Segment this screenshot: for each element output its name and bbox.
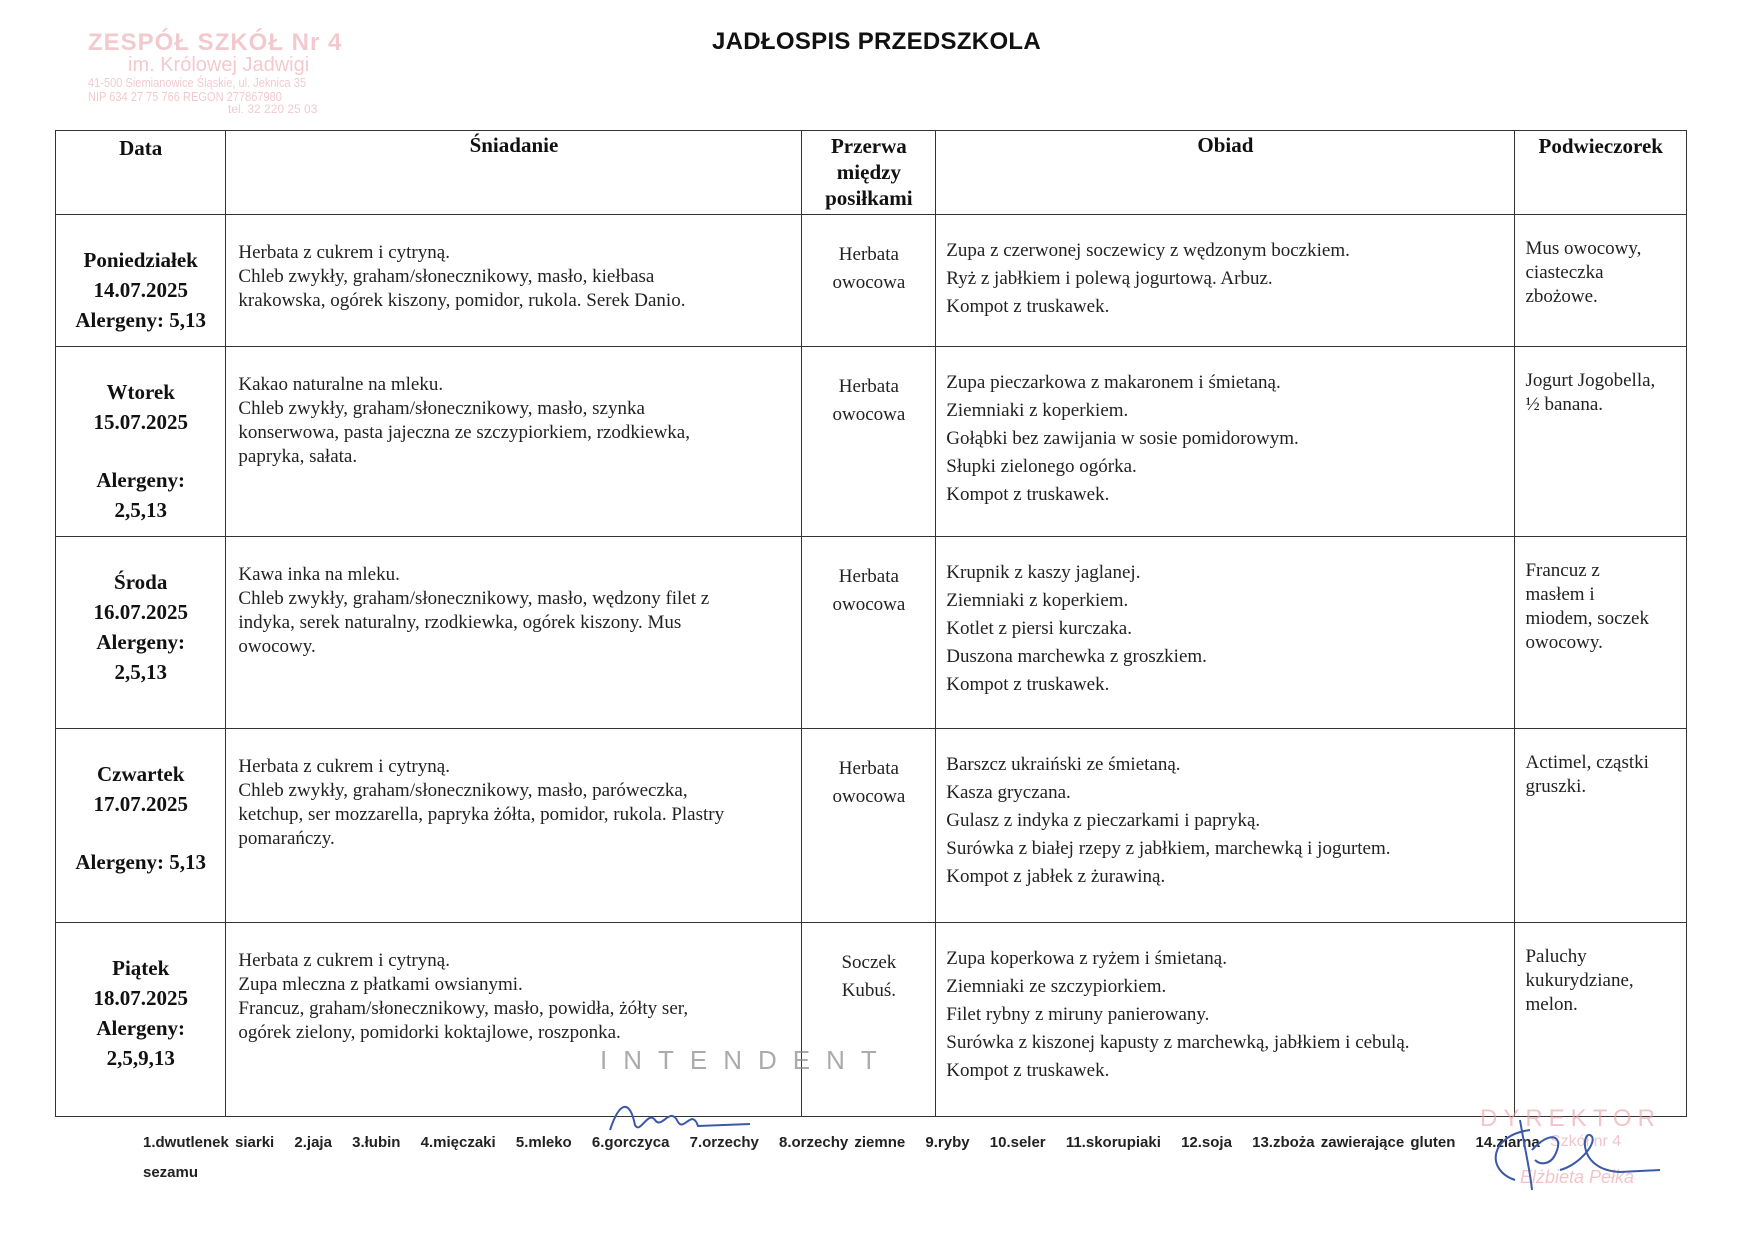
menu-line: gruszki. <box>1525 776 1587 797</box>
menu-line: Ziemniaki z koperkiem. <box>946 590 1129 611</box>
allergen-item: 3.łubin <box>352 1134 401 1151</box>
school-stamp-line: NIP 634 27 75 766 REGON 277867980 <box>88 88 282 104</box>
day-date: 14.07.2025 <box>93 278 188 302</box>
menu-line: Surówka z białej rzepy z jabłkiem, marchewką i jogurtem. <box>946 838 1391 859</box>
header-przerwa-line: posiłkami <box>825 186 913 210</box>
school-stamp-line: ZESPÓŁ SZKÓŁ Nr 4 <box>88 29 343 56</box>
menu-line: Actimel, cząstki <box>1525 752 1649 773</box>
menu-line: Zupa z czerwonej soczewicy z wędzonym boczkiem. <box>946 240 1350 261</box>
menu-line: Kubuś. <box>841 980 897 1001</box>
menu-line: Chleb zwykły, graham/słonecznikowy, masło, paróweczka, <box>238 780 688 801</box>
day-allergens: Alergeny: 5,13 <box>75 308 207 332</box>
menu-line: Herbata <box>838 244 899 265</box>
menu-line: Ryż z jabłkiem i polewą jogurtową. Arbuz. <box>946 268 1273 289</box>
day-allergens-values: 2,5,9,13 <box>106 1046 175 1070</box>
menu-line: Krupnik z kaszy jaglanej. <box>946 562 1141 583</box>
menu-line: Kompot z truskawek. <box>946 484 1110 505</box>
obiad-cell <box>936 537 1515 729</box>
day-date: 16.07.2025 <box>93 600 188 624</box>
podwieczorek-cell <box>1515 537 1687 729</box>
allergen-item-continuation: sezamu <box>143 1164 199 1181</box>
day-name: Czwartek <box>96 762 185 786</box>
day-allergens-label: Alergeny: <box>96 630 186 654</box>
day-date: 18.07.2025 <box>93 986 188 1010</box>
header-przerwa <box>802 131 936 215</box>
sniadanie-cell <box>226 347 802 537</box>
day-cell <box>56 923 226 1117</box>
przerwa-cell <box>802 347 936 537</box>
table-row <box>56 923 1687 1117</box>
obiad-cell <box>936 215 1515 347</box>
menu-line: Kompot z truskawek. <box>946 1060 1110 1081</box>
day-cell <box>56 729 226 923</box>
allergen-item: 4.mięczaki <box>420 1134 496 1151</box>
menu-line: Ziemniaki z koperkiem. <box>946 400 1129 421</box>
menu-line: Herbata z cukrem i cytryną. <box>238 756 450 777</box>
allergen-item: 7.orzechy <box>689 1134 759 1151</box>
day-cell <box>56 347 226 537</box>
menu-line: Herbata z cukrem i cytryną. <box>238 242 450 263</box>
allergen-item: 11.skorupiaki <box>1065 1134 1161 1151</box>
sniadanie-cell <box>226 215 802 347</box>
page-title: JADŁOSPIS PRZEDSZKOLA <box>712 28 1041 55</box>
sniadanie-cell <box>226 729 802 923</box>
podwieczorek-cell <box>1515 347 1687 537</box>
allergen-item: 6.gorczyca <box>591 1134 670 1151</box>
day-allergens: Alergeny: 5,13 <box>75 850 207 874</box>
menu-line: ciasteczka <box>1525 262 1604 283</box>
menu-line: Chleb zwykły, graham/słonecznikowy, masło, wędzony filet z <box>238 588 710 609</box>
menu-line: miodem, soczek <box>1525 608 1649 629</box>
table-row <box>56 729 1687 923</box>
menu-line: zbożowe. <box>1525 286 1598 307</box>
allergen-item: 8.orzechy ziemne <box>779 1134 906 1151</box>
menu-line: owocowy. <box>1525 632 1603 653</box>
menu-line: owocowa <box>832 786 906 807</box>
allergen-item: 14.ziarna <box>1475 1134 1540 1151</box>
menu-line: Gołąbki bez zawijania w sosie pomidorowym. <box>946 428 1299 449</box>
menu-line: Herbata <box>838 758 899 779</box>
menu-line: Barszcz ukraiński ze śmietaną. <box>946 754 1181 775</box>
menu-line: ketchup, ser mozzarella, papryka żółta, pomidor, rukola. Plastry <box>238 804 725 825</box>
menu-line: melon. <box>1525 994 1578 1015</box>
allergen-item: 12.soja <box>1181 1134 1232 1151</box>
table-row <box>56 215 1687 347</box>
allergen-item: 13.zboża zawierające gluten <box>1252 1134 1456 1151</box>
day-date: 15.07.2025 <box>93 410 188 434</box>
allergen-item: 9.ryby <box>925 1134 970 1151</box>
menu-line: owocowy. <box>238 636 316 657</box>
sniadanie-cell <box>226 537 802 729</box>
day-name: Piątek <box>112 956 170 980</box>
menu-line: Soczek <box>841 952 897 973</box>
menu-line: Ziemniaki ze szczypiorkiem. <box>946 976 1167 997</box>
menu-line: Surówka z kiszonej kapusty z marchewką, jabłkiem i cebulą. <box>946 1032 1410 1053</box>
table-row <box>56 537 1687 729</box>
menu-line: Kasza gryczana. <box>946 782 1071 803</box>
przerwa-cell <box>802 729 936 923</box>
header-przerwa-line: Przerwa <box>830 134 907 158</box>
podwieczorek-cell <box>1515 215 1687 347</box>
obiad-cell <box>936 923 1515 1117</box>
allergen-legend <box>143 1128 1563 1188</box>
director-stamp-line: Szkół nr 4 <box>1550 1133 1622 1150</box>
przerwa-cell <box>802 215 936 347</box>
menu-line: pomarańczy. <box>238 828 335 849</box>
menu-line: Zupa pieczarkowa z makaronem i śmietaną. <box>946 372 1281 393</box>
menu-line: Kakao naturalne na mleku. <box>238 374 444 395</box>
day-name: Wtorek <box>106 380 175 404</box>
menu-line: papryka, sałata. <box>238 446 358 467</box>
menu-line: Herbata <box>838 376 899 397</box>
allergen-item: 10.seler <box>989 1134 1046 1151</box>
obiad-cell <box>936 347 1515 537</box>
menu-line: Zupa mleczna z płatkami owsianymi. <box>238 974 523 995</box>
menu-line: owocowa <box>832 404 906 425</box>
menu-table <box>55 130 1687 1117</box>
menu-line: krakowska, ogórek kiszony, pomidor, rukola. Serek Danio. <box>238 290 686 311</box>
school-stamp-line: 41-500 Siemianowice Śląskie, ul. Jeknica 35 <box>88 75 307 91</box>
menu-line: Gulasz z indyka z pieczarkami i papryką. <box>946 810 1261 831</box>
menu-line: Jogurt Jogobella, <box>1525 370 1656 391</box>
table-header-row <box>56 131 1687 215</box>
podwieczorek-cell <box>1515 729 1687 923</box>
menu-line: Kompot z truskawek. <box>946 296 1110 317</box>
menu-line: Mus owocowy, <box>1525 238 1642 259</box>
menu-line: Zupa koperkowa z ryżem i śmietaną. <box>946 948 1227 969</box>
intendent-stamp: INTENDENT <box>600 1045 893 1075</box>
day-allergens-values: 2,5,13 <box>114 660 167 684</box>
menu-line: Kawa inka na mleku. <box>238 564 400 585</box>
menu-line: Paluchy <box>1525 946 1587 967</box>
day-name: Środa <box>114 570 168 594</box>
menu-line: ½ banana. <box>1525 394 1604 415</box>
table-row <box>56 347 1687 537</box>
header-sniadanie: Śniadanie <box>226 131 802 215</box>
director-signature <box>1470 1110 1670 1200</box>
obiad-cell <box>936 729 1515 923</box>
menu-line: Kompot z jabłek z żurawiną. <box>946 866 1166 887</box>
menu-line: Chleb zwykły, graham/słonecznikowy, masło, szynka <box>238 398 645 419</box>
menu-line: Francuz z <box>1525 560 1600 581</box>
menu-line: Kompot z truskawek. <box>946 674 1110 695</box>
day-allergens-label: Alergeny: <box>96 1016 186 1040</box>
day-date: 17.07.2025 <box>93 792 188 816</box>
header-podwieczorek: Podwieczorek <box>1515 131 1687 215</box>
day-allergens-label: Alergeny: <box>96 468 186 492</box>
menu-line: konserwowa, pasta jajeczna ze szczypiorkiem, rzodkiewka, <box>238 422 690 443</box>
menu-line: ogórek zielony, pomidorki koktajlowe, roszponka. <box>238 1022 621 1043</box>
menu-line: Kotlet z piersi kurczaka. <box>946 618 1132 639</box>
allergen-item: 1.dwutlenek siarki <box>143 1134 275 1151</box>
day-name: Poniedziałek <box>83 248 198 272</box>
menu-line: Chleb zwykły, graham/słonecznikowy, masło, kiełbasa <box>238 266 655 287</box>
przerwa-cell <box>802 923 936 1117</box>
school-stamp-line: im. Królowej Jadwigi <box>128 54 310 77</box>
school-stamp-line: tel. 32 220 25 03 <box>228 102 318 117</box>
menu-line: kukurydziane, <box>1525 970 1634 991</box>
menu-line: Słupki zielonego ogórka. <box>946 456 1137 477</box>
allergen-item: 2.jaja <box>294 1134 332 1151</box>
menu-line: Herbata <box>838 566 899 587</box>
day-cell <box>56 215 226 347</box>
menu-line: Herbata z cukrem i cytryną. <box>238 950 450 971</box>
director-stamp-line: DYREKTOR <box>1480 1105 1661 1132</box>
header-data: Data <box>56 131 226 215</box>
menu-line: indyka, serek naturalny, rzodkiewka, ogórek kiszony. Mus <box>238 612 682 633</box>
header-przerwa-line: między <box>836 160 901 184</box>
day-cell <box>56 537 226 729</box>
menu-line: owocowa <box>832 272 906 293</box>
allergen-item: 5.mleko <box>515 1134 572 1151</box>
header-obiad: Obiad <box>936 131 1515 215</box>
menu-line: owocowa <box>832 594 906 615</box>
podwieczorek-cell <box>1515 923 1687 1117</box>
menu-line: Francuz, graham/słonecznikowy, masło, powidła, żółty ser, <box>238 998 689 1019</box>
sniadanie-cell <box>226 923 802 1117</box>
day-allergens-values: 2,5,13 <box>114 498 167 522</box>
director-stamp-line: Elżbieta Pełka <box>1520 1167 1635 1187</box>
menu-line: masłem i <box>1525 584 1595 605</box>
menu-line: Filet rybny z miruny panierowany. <box>946 1004 1210 1025</box>
menu-line: Duszona marchewka z groszkiem. <box>946 646 1207 667</box>
przerwa-cell <box>802 537 936 729</box>
